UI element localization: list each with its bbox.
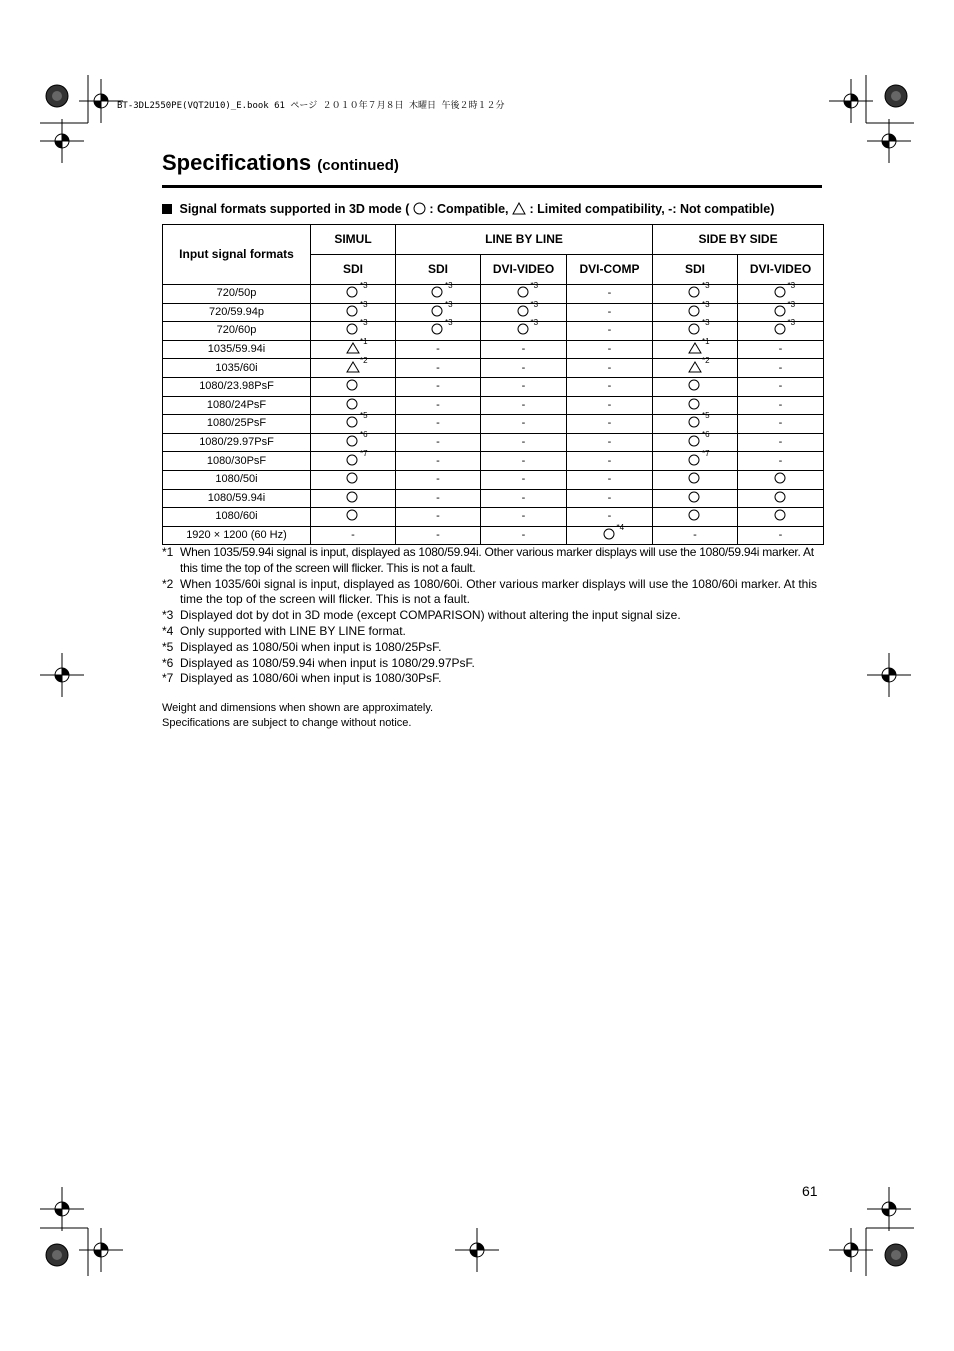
cell-lbl-sdi: - (396, 415, 481, 434)
note-ref: *2 (702, 355, 710, 365)
row-format: 1920 × 1200 (60 Hz) (163, 526, 311, 545)
note-ref: *5 (360, 411, 368, 421)
cell-lbl-dvi-video (481, 318, 567, 341)
cell-lbl-dvi-video (481, 281, 567, 304)
cell-lbl-dvi-comp: - (567, 415, 653, 434)
cell-lbl-dvi-comp: - (567, 470, 653, 489)
compatible-circle-icon (345, 281, 368, 299)
cell-sbs-sdi (653, 470, 738, 489)
cell-sbs-dvi-video (738, 318, 824, 341)
cell-lbl-sdi: - (396, 508, 481, 527)
table-row (163, 359, 824, 378)
cell-sbs-dvi-video: - (738, 415, 824, 434)
print-header: BT-3DL2550PE(VQT2U10)_E.book 61 ページ ２０１０年７月８日 木曜日 午後２時１２分 (117, 101, 505, 111)
cell-simul-sdi (311, 281, 396, 304)
page-title (162, 150, 399, 176)
table-row (163, 489, 824, 508)
note-ref: *1 (360, 337, 368, 347)
table-row (163, 303, 824, 322)
cell-sbs-sdi (653, 396, 738, 415)
title-rule (162, 185, 822, 188)
page-number: 61 (802, 1183, 818, 1199)
table-body (163, 281, 824, 545)
header-simul: SIMUL (311, 225, 396, 255)
section-compatible: : Compatible, (429, 202, 512, 216)
cell-lbl-sdi: - (396, 470, 481, 489)
row-format: 720/50p (163, 285, 311, 304)
note-ref: *3 (445, 318, 453, 328)
cell-lbl-dvi-comp: - (567, 285, 653, 304)
note-ref: *3 (360, 318, 368, 328)
cell-lbl-dvi-comp: - (567, 303, 653, 322)
note-ref: *6 (360, 430, 368, 440)
cell-sbs-sdi (653, 508, 738, 527)
cell-lbl-dvi-video: - (481, 433, 567, 452)
row-format: 1080/60i (163, 508, 311, 527)
cell-lbl-dvi-comp: - (567, 340, 653, 359)
cell-lbl-dvi-comp: - (567, 377, 653, 396)
cell-sbs-sdi (653, 448, 738, 471)
section-heading (162, 202, 774, 216)
footnote-text: Displayed dot by dot in 3D mode (except COMPARISON) without altering the input signal size. (180, 608, 681, 623)
compatible-circle-icon (516, 318, 539, 336)
row-format: 1080/59.94i (163, 489, 311, 508)
note-ref: *7 (360, 448, 368, 458)
subheader-sbs-dvi-video: DVI-VIDEO (738, 255, 824, 285)
cell-lbl-dvi-video: - (481, 452, 567, 471)
compatible-circle-icon (516, 281, 539, 299)
cell-sbs-sdi (653, 318, 738, 341)
cell-lbl-sdi: - (396, 396, 481, 415)
cell-simul-sdi: - (311, 526, 396, 545)
note-ref: *3 (360, 281, 368, 291)
cell-simul-sdi (311, 337, 396, 359)
compatible-circle-icon (345, 471, 361, 485)
signal-format-table (162, 224, 824, 545)
row-format: 720/60p (163, 322, 311, 341)
footnote-6 (162, 656, 827, 672)
cell-lbl-dvi-comp: - (567, 489, 653, 508)
note-ref: *5 (702, 411, 710, 421)
note-ref: *3 (530, 318, 539, 328)
table-header (163, 225, 824, 285)
cell-lbl-sdi: - (396, 433, 481, 452)
cell-sbs-sdi (653, 489, 738, 508)
cell-lbl-dvi-comp (567, 523, 653, 545)
header-line-by-line: LINE BY LINE (396, 225, 653, 255)
cell-simul-sdi (311, 430, 396, 452)
subheader-lbl-sdi: SDI (396, 255, 481, 285)
footnotes (162, 545, 827, 687)
table-row (163, 285, 824, 304)
footnote-mark: *7 (162, 671, 174, 686)
cell-sbs-sdi: - (653, 526, 738, 545)
cell-sbs-dvi-video (738, 299, 824, 322)
cell-lbl-sdi: - (396, 452, 481, 471)
compatible-circle-icon (345, 318, 368, 336)
table-row (163, 470, 824, 489)
row-format: 1080/30PsF (163, 452, 311, 471)
table-row (163, 415, 824, 434)
circle-icon (413, 202, 426, 215)
cell-lbl-dvi-comp: - (567, 396, 653, 415)
table-row (163, 526, 824, 545)
footer-notes (162, 701, 433, 730)
table-row (163, 377, 824, 396)
bullet-square-icon (162, 204, 172, 214)
compatible-circle-icon (687, 378, 703, 392)
subheader-lbl-dvi-comp: DVI-COMP (567, 255, 653, 285)
compatible-circle-icon (345, 299, 368, 318)
cell-sbs-sdi (653, 411, 738, 434)
cell-lbl-dvi-video: - (481, 526, 567, 545)
subheader-lbl-dvi-video: DVI-VIDEO (481, 255, 567, 285)
footnote-text: Displayed as 1080/59.94i when input is 1080/29.97PsF. (180, 655, 475, 670)
footnote-4 (162, 624, 827, 640)
cell-sbs-dvi-video: - (738, 433, 824, 452)
cell-sbs-sdi (653, 281, 738, 304)
cell-sbs-dvi-video: - (738, 340, 824, 359)
cell-sbs-dvi-video: - (738, 452, 824, 471)
footnote-mark: *1 (162, 545, 174, 559)
cell-lbl-dvi-comp: - (567, 322, 653, 341)
header-input-formats: Input signal formats (163, 225, 311, 285)
compatible-circle-icon (602, 523, 625, 541)
footnote-text: Displayed as 1080/60i when input is 1080/30PsF. (180, 671, 442, 686)
note-ref: *3 (445, 299, 453, 309)
cell-simul-sdi (311, 489, 396, 508)
limited-triangle-icon (345, 355, 368, 374)
table-row (163, 322, 824, 341)
table-row (163, 452, 824, 471)
cell-sbs-dvi-video: - (738, 359, 824, 378)
cell-lbl-sdi (396, 318, 481, 341)
footer-note-change: Specifications are subject to change without notice. (162, 716, 412, 729)
limited-triangle-icon (687, 337, 710, 355)
note-ref: *3 (787, 299, 796, 309)
subheader-sbs-sdi: SDI (653, 255, 738, 285)
note-ref: *7 (702, 448, 710, 458)
cell-lbl-sdi: - (396, 359, 481, 378)
row-format: 1080/24PsF (163, 396, 311, 415)
row-format: 720/59.94p (163, 303, 311, 322)
footnote-mark: *6 (162, 655, 174, 670)
cell-sbs-sdi (653, 355, 738, 378)
cell-sbs-dvi-video: - (738, 526, 824, 545)
note-ref: *3 (530, 299, 539, 309)
triangle-icon (512, 202, 526, 215)
cell-simul-sdi (311, 470, 396, 489)
compatible-circle-icon (687, 397, 703, 411)
note-ref: *3 (702, 281, 710, 291)
limited-triangle-icon (345, 337, 368, 355)
cell-lbl-dvi-video: - (481, 377, 567, 396)
table-row (163, 433, 824, 452)
note-ref: *3 (787, 318, 796, 328)
compatible-circle-icon (773, 490, 789, 504)
footnote-text: When 1035/60i signal is input, displayed as 1080/60i. Other various marker displays will use the 1080/60i marker. At this time the top of the screen will flicker. This is not a fault. (180, 576, 818, 607)
cell-sbs-dvi-video (738, 508, 824, 527)
cell-simul-sdi (311, 411, 396, 434)
note-ref: *1 (702, 337, 710, 347)
cell-simul-sdi (311, 508, 396, 527)
cell-lbl-dvi-video: - (481, 489, 567, 508)
cell-sbs-dvi-video (738, 489, 824, 508)
title-text: Specifications (162, 150, 312, 175)
note-ref: *3 (445, 281, 453, 291)
cell-sbs-sdi (653, 299, 738, 322)
footnote-text: Displayed as 1080/50i when input is 1080/25PsF. (180, 639, 442, 654)
table-row (163, 508, 824, 527)
compatible-circle-icon (773, 471, 789, 485)
cell-lbl-dvi-comp: - (567, 359, 653, 378)
compatible-circle-icon (687, 471, 703, 485)
cell-lbl-sdi: - (396, 377, 481, 396)
compatible-circle-icon (345, 490, 361, 504)
footer-note-weight: Weight and dimensions when shown are approximately. (162, 702, 434, 714)
note-ref: *3 (360, 299, 368, 309)
note-ref: *3 (787, 281, 796, 291)
compatible-circle-icon (345, 448, 368, 467)
cell-lbl-sdi: - (396, 526, 481, 545)
footnote-3 (162, 608, 827, 624)
row-format: 1080/50i (163, 470, 311, 489)
footnote-text: Only supported with LINE BY LINE format. (180, 623, 406, 638)
cell-sbs-dvi-video: - (738, 377, 824, 396)
footnote-mark: *2 (162, 576, 174, 591)
cell-lbl-sdi (396, 281, 481, 304)
row-format: 1035/60i (163, 359, 311, 378)
cell-lbl-dvi-video: - (481, 396, 567, 415)
note-ref: *3 (530, 281, 539, 291)
note-ref: *3 (702, 299, 710, 309)
compatible-circle-icon (516, 299, 539, 318)
footnote-5 (162, 640, 827, 656)
compatible-circle-icon (687, 430, 710, 448)
section-lead: Signal formats supported in 3D mode ( (179, 202, 410, 216)
note-ref: *2 (360, 355, 368, 365)
compatible-circle-icon (430, 299, 453, 318)
compatible-circle-icon (345, 411, 368, 429)
cell-lbl-dvi-comp: - (567, 508, 653, 527)
compatible-circle-icon (345, 508, 361, 522)
section-limited: : Limited compatibility, -: Not compatible) (529, 202, 775, 216)
title-suffix: (continued) (317, 157, 399, 174)
footnote-mark: *5 (162, 639, 174, 654)
compatible-circle-icon (773, 508, 789, 522)
row-format: 1080/23.98PsF (163, 377, 311, 396)
footnote-7 (162, 671, 827, 687)
cell-lbl-dvi-video: - (481, 340, 567, 359)
cell-lbl-sdi: - (396, 340, 481, 359)
footnote-text: When 1035/59.94i signal is input, displayed as 1080/59.94i. Other various marker displays will use the 1080/59.94i marker. At this time the top of the screen will flicker. This is not a fault. (180, 545, 814, 575)
cell-simul-sdi (311, 377, 396, 396)
cell-lbl-dvi-comp: - (567, 433, 653, 452)
footnote-mark: *3 (162, 608, 174, 623)
cell-sbs-sdi (653, 377, 738, 396)
subheader-simul-sdi: SDI (311, 255, 396, 285)
cell-sbs-sdi (653, 337, 738, 359)
row-format: 1035/59.94i (163, 340, 311, 359)
cell-lbl-dvi-video: - (481, 415, 567, 434)
cell-lbl-dvi-video (481, 299, 567, 322)
cell-lbl-sdi: - (396, 489, 481, 508)
compatible-circle-icon (687, 448, 710, 467)
cell-lbl-dvi-video: - (481, 508, 567, 527)
cell-simul-sdi (311, 448, 396, 471)
compatible-circle-icon (687, 318, 710, 336)
table-row (163, 396, 824, 415)
cell-simul-sdi (311, 318, 396, 341)
cell-lbl-dvi-video: - (481, 470, 567, 489)
row-format: 1080/29.97PsF (163, 433, 311, 452)
cell-simul-sdi (311, 299, 396, 322)
cell-lbl-dvi-video: - (481, 359, 567, 378)
cell-lbl-sdi (396, 299, 481, 322)
table-row (163, 340, 824, 359)
compatible-circle-icon (430, 281, 453, 299)
cell-simul-sdi (311, 355, 396, 378)
compatible-circle-icon (345, 430, 368, 448)
cell-sbs-dvi-video (738, 470, 824, 489)
compatible-circle-icon (430, 318, 453, 336)
cell-sbs-dvi-video: - (738, 396, 824, 415)
compatible-circle-icon (773, 299, 796, 318)
compatible-circle-icon (687, 490, 703, 504)
cell-simul-sdi (311, 396, 396, 415)
compatible-circle-icon (687, 281, 710, 299)
footnote-mark: *4 (162, 623, 174, 638)
compatible-circle-icon (345, 378, 361, 392)
cell-sbs-dvi-video (738, 281, 824, 304)
note-ref: *3 (702, 318, 710, 328)
note-ref: *6 (702, 430, 710, 440)
compatible-circle-icon (687, 299, 710, 318)
footnote-2 (162, 577, 827, 609)
compatible-circle-icon (773, 318, 796, 336)
note-ref: *4 (616, 523, 625, 533)
cell-lbl-dvi-comp: - (567, 452, 653, 471)
cell-sbs-sdi (653, 430, 738, 452)
footnote-1 (162, 545, 827, 577)
header-side-by-side: SIDE BY SIDE (653, 225, 824, 255)
compatible-circle-icon (687, 508, 703, 522)
row-format: 1080/25PsF (163, 415, 311, 434)
limited-triangle-icon (687, 355, 710, 374)
compatible-circle-icon (687, 411, 710, 429)
compatible-circle-icon (345, 397, 361, 411)
compatible-circle-icon (773, 281, 796, 299)
